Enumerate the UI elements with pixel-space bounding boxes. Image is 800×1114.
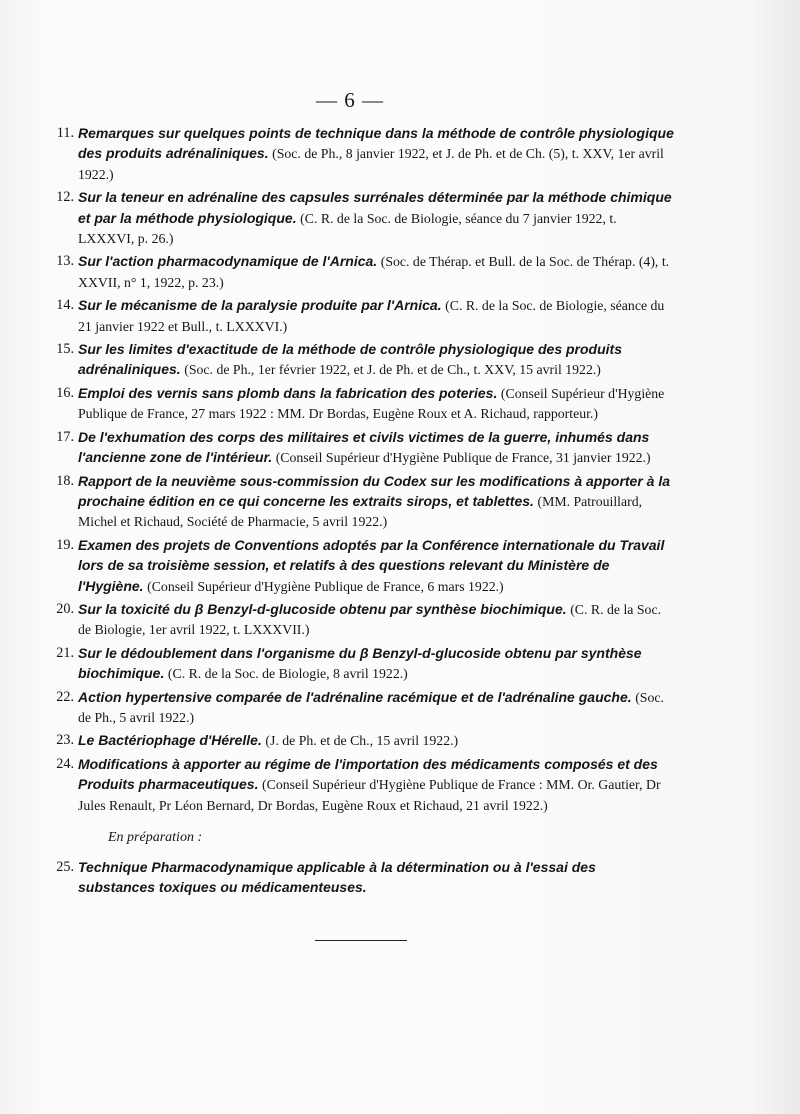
item-number: 15. (56, 341, 74, 358)
section-label: En préparation : (108, 830, 203, 845)
list-item (50, 188, 675, 249)
item-source: (C. R. de la Soc. de Biologie, 8 avril 1922.) (167, 666, 408, 682)
item-title: Le Bactériophage d'Hérelle. (78, 732, 262, 749)
item-number: 16. (56, 384, 74, 401)
item-number: 11. (56, 125, 74, 141)
list-item (50, 384, 675, 425)
item-title: Sur le mécanisme de la paralysie produite par l'Arnica. (78, 297, 442, 314)
item-number: 20. (56, 600, 74, 617)
item-source: (Soc. de Ph., 5 avril 1922.) (78, 689, 664, 725)
item-number: 12. (56, 189, 74, 206)
item-title: Sur les limites d'exactitude de la méthode de contrôle physiologique des produits adrénaliniques. (78, 341, 622, 378)
item-title: Rapport de la neuvième sous-commission du Codex sur les modifications à apporter à la prochaine édition en ce qui concerne les extraits sirops, et tablettes. (78, 472, 671, 509)
item-number: 23. (56, 732, 74, 749)
list-item (50, 472, 675, 533)
list-item (50, 428, 675, 469)
item-title: Sur le dédoublement dans l'organisme du β Benzyl-d-glucoside obtenu par synthèse biochimique. (78, 644, 642, 682)
item-source: (J. de Ph. et de Ch., 15 avril 1922.) (265, 733, 459, 749)
item-source: (Conseil Supérieur d'Hygiène Publique de France, 31 janvier 1922.) (275, 450, 651, 466)
list-item (50, 644, 675, 685)
item-title: Sur la teneur en adrénaline des capsules surrénales déterminée par la méthode chimique et par la méthode physiologique. (78, 189, 672, 226)
item-title: De l'exhumation des corps des militaires et civils victimes de la guerre, inhumés dans l'ancienne zone de l'intérieur. (78, 428, 650, 466)
item-number: 22. (56, 688, 74, 705)
item-title: Technique Pharmacodynamique applicable à la détermination ou à l'essai des substances toxiques ou médicamenteuses. (78, 859, 596, 896)
list-item (50, 600, 675, 641)
item-number: 25. (56, 859, 74, 875)
item-source: (Soc. de Ph., 8 janvier 1922, et J. de Ph. et de Ch. (5), t. XXV, 1er avril 1922.) (78, 146, 664, 182)
list-item (50, 731, 675, 751)
list-item (50, 755, 675, 816)
item-source: (Soc. de Ph., 1er février 1922, et J. de Ph. et de Ch., t. XXV, 15 avril 1922.) (184, 362, 601, 378)
item-source: (Conseil Supérieur d'Hygiène Publique de France, 27 mars 1922 : MM. Dr Bordas, Eugène Roux et A. Richaud, rapporteur.) (78, 385, 665, 422)
item-source: (C. R. de la Soc. de Biologie, séance du 7 janvier 1922, t. LXXXVI, p. 26.) (78, 210, 617, 247)
item-number: 14. (56, 297, 74, 314)
list-item (50, 536, 675, 597)
item-source: (Conseil Supérieur d'Hygiène Publique de France : MM. Or. Gautier, Dr Jules Renault, Pr Léon Bernard, Dr Bordas, Eugène Roux et Richaud, 21 avril 1922.) (78, 777, 661, 813)
item-source: (C. R. de la Soc. de Biologie, 1er avril 1922, t. LXXXVII.) (78, 601, 662, 638)
item-title: Examen des projets de Conventions adoptés par la Conférence internationale du Travail lors de sa troisième session, et relatifs à des questions relevant du Ministère de l'Hygiène. (78, 536, 665, 594)
item-title: Sur l'action pharmacodynamique de l'Arnica. (78, 253, 378, 270)
item-title: Action hypertensive comparée de l'adrénaline racémique et de l'adrénaline gauche. (78, 688, 632, 705)
item-number: 24. (56, 755, 74, 772)
item-number: 17. (56, 428, 74, 445)
item-source: (C. R. de la Soc. de Biologie, séance du 21 janvier 1922 et Bull., t. LXXXVI.) (78, 298, 665, 334)
page-number: — 6 — (316, 88, 384, 112)
item-source: (Soc. de Thérap. et Bull. de la Soc. de Thérap. (4), t. XXVII, n° 1, 1922, p. 23.) (78, 254, 670, 290)
item-title: Sur la toxicité du β Benzyl-d-glucoside obtenu par synthèse biochimique. (78, 600, 567, 617)
list-item (50, 858, 675, 899)
item-number: 18. (56, 472, 74, 489)
item-title: Modifications à apporter au régime de l'importation des médicaments composés et des Produits pharmaceutiques. (78, 755, 658, 793)
item-source: (MM. Patrouillard, Michel et Richaud, Société de Pharmacie, 5 avril 1922.) (78, 493, 643, 530)
item-title: Remarques sur quelques points de technique dans la méthode de contrôle physiologique des produits adrénaliniques. (78, 125, 674, 162)
list-item (50, 296, 675, 337)
list-item (50, 124, 675, 185)
closing-rule (315, 940, 407, 941)
item-number: 21. (56, 644, 74, 661)
list-item (50, 252, 675, 293)
list-item (50, 688, 675, 729)
publication-list (50, 124, 675, 902)
item-number: 19. (56, 536, 74, 553)
item-number: 13. (56, 253, 74, 270)
list-item (50, 340, 675, 381)
item-source: (Conseil Supérieur d'Hygiène Publique de France, 6 mars 1922.) (147, 578, 504, 594)
item-title: Emploi des vernis sans plomb dans la fabrication des poteries. (78, 384, 498, 401)
